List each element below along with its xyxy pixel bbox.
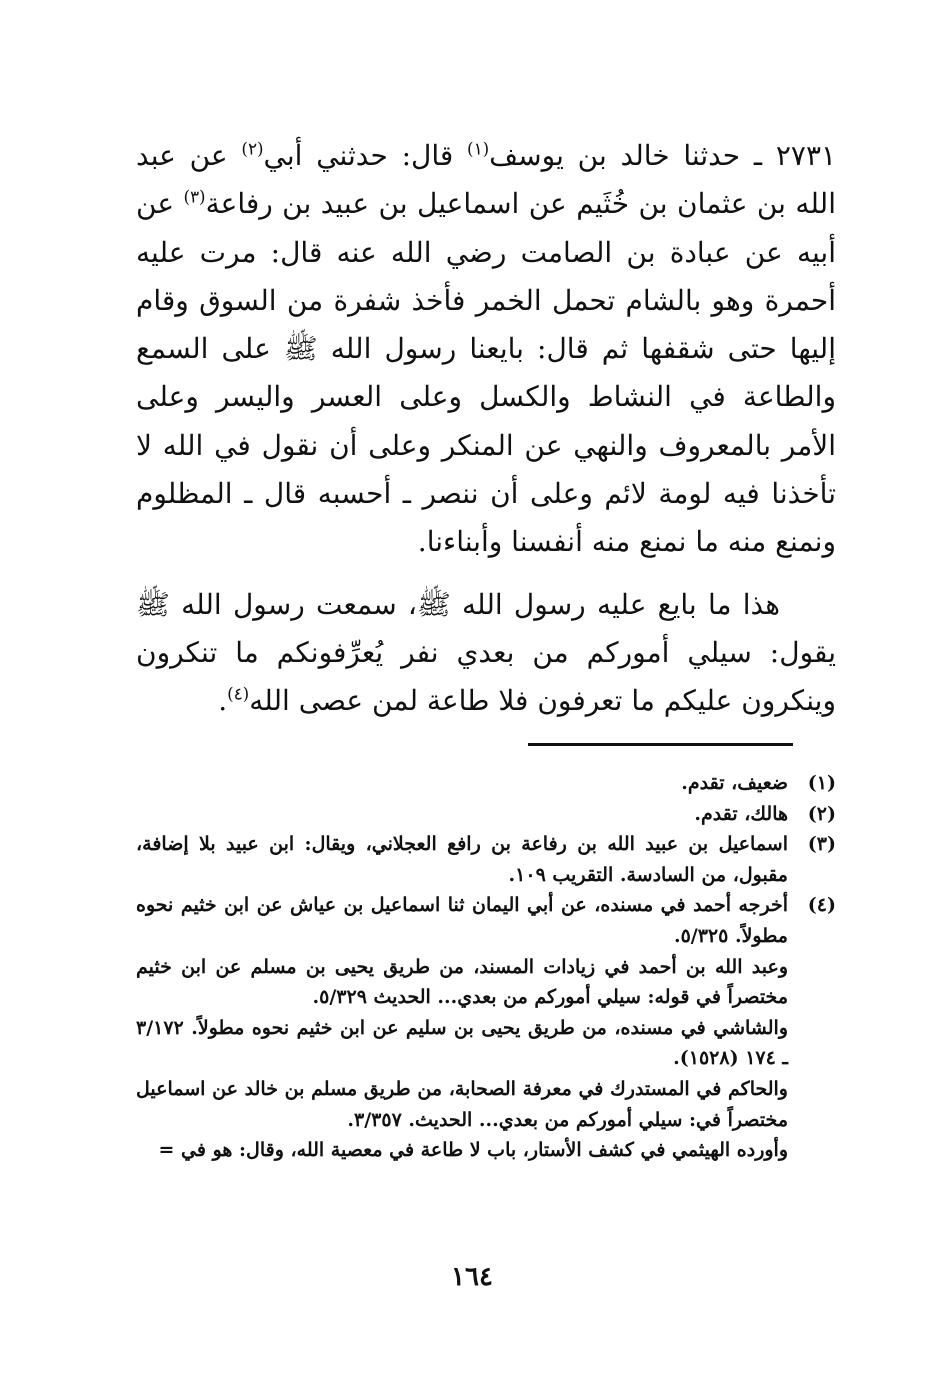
footnote-line: هالك، تقدم.	[694, 802, 788, 825]
hadith-dash: ـ	[740, 139, 776, 172]
footnote-body	[136, 768, 788, 799]
footnote-number: (٣)	[807, 833, 836, 856]
hadith-segment-3: عن عبد الله بن عثمان بن خُثَيم عن اسماعيل بن عبيد بن رفاعة	[136, 139, 836, 221]
footnote-number: (٢)	[807, 802, 836, 825]
hadith-segment-1: حدثنا خالد بن يوسف	[489, 139, 741, 172]
footnote-line: أخرجه أحمد في مسنده، عن أبي اليمان ثنا اسماعيل بن عياش عن ابن خثيم نحوه مطولاً. ٥/٣٢٥.	[136, 894, 788, 947]
hadith-number: ٢٧٣١	[775, 139, 837, 172]
footnote-ref-2: (٢)	[241, 138, 264, 159]
footnote-3	[136, 829, 836, 890]
footnote-1	[136, 768, 836, 799]
footnote-line: وأورده الهيثمي في كشف الأستار، باب لا طاعة في معصية الله، وقال: هو في =	[158, 1139, 788, 1162]
hadith-paragraph-2-text: هذا ما بايع عليه رسول الله ﷺ، سمعت رسول الله ﷺ يقول: سيلي أموركم من بعدي نفر يُعرِّفونكم ما تنكرون وينكرون عليكم ما تعرفون فلا طاعة لمن عصى الله	[136, 587, 836, 718]
footnote-line: والحاكم في المستدرك في معرفة الصحابة، من طريق مسلم بن خالد عن اسماعيل مختصراً في: سيلي أموركم من بعدي... الحديث. ٣/٣٥٧.	[136, 1077, 788, 1131]
footnote-body	[136, 799, 788, 830]
footnote-4	[136, 890, 836, 1165]
footnote-line: ضعيف، تقدم.	[681, 772, 788, 794]
footnote-line: وعبد الله بن أحمد في زيادات المسند، من طريق يحيى بن مسلم عن ابن خثيم مختصراً في قوله: سيلي أموركم من بعدي... الحديث ٥/٣٢٩.	[136, 955, 788, 1009]
page-number: ١٦٤	[451, 1262, 493, 1292]
footnotes	[136, 768, 836, 1166]
footnote-ref-3: (٣)	[183, 186, 206, 207]
footnote-body	[136, 890, 788, 1165]
hadith-paragraph-1	[136, 132, 836, 567]
footnote-separator	[528, 743, 793, 746]
hadith-segment-2: قال: حدثني أبي	[263, 139, 468, 172]
footnote-2	[136, 799, 836, 830]
footnote-line: والشاشي في مسنده، من طريق يحيى بن سليم عن ابن خثيم نحوه مطولاً. ٣/١٧٢ ـ ١٧٤ (١٥٢٨).	[136, 1016, 788, 1070]
footnote-ref-4: (٤)	[227, 683, 250, 704]
hadith-text	[136, 132, 836, 726]
hadith-segment-4: عن أبيه عن عبادة بن الصامت رضي الله عنه قال: مرت عليه أحمرة وهو بالشام تحمل الخمر فأخذ شفرة من السوق وقام إليها حتى شقفها ثم قال: بايعنا رسول الله ﷺ على السمع والطاعة في النشاط والكسل وعلى العسر واليسر وعلى الأمر بالمعروف والنهي عن المنكر وعلى أن نقول في الله لا تأخذنا فيه لومة لائم وعلى أن ننصر ـ أحسبه قال ـ المظلوم ونمنع منه ما نمنع منه أنفسنا وأبناءنا.	[136, 187, 837, 559]
hadith-paragraph-2	[136, 581, 836, 726]
footnote-number: (١)	[807, 772, 836, 794]
footnote-number: (٤)	[807, 894, 836, 917]
footnote-line: اسماعيل بن عبيد الله بن رفاعة بن رافع العجلاني، ويقال: ابن عبيد بلا إضافة، مقبول، من السادسة. التقريب ١٠٩.	[136, 833, 788, 886]
footnote-body	[136, 829, 788, 890]
hadith-paragraph-2-end: .	[218, 684, 228, 718]
footnote-ref-1: (١)	[467, 138, 490, 159]
